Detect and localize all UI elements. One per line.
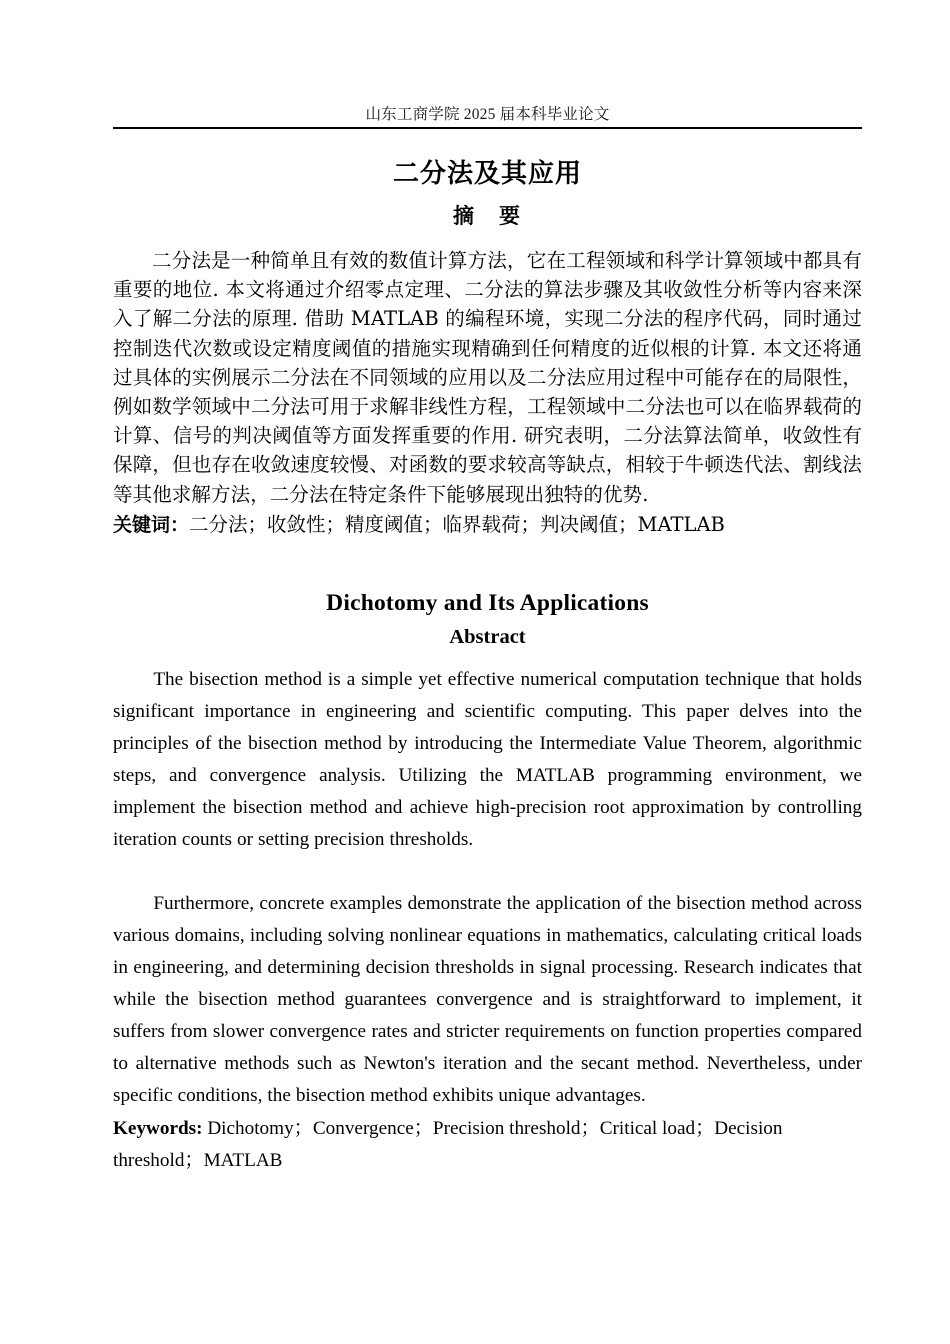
english-paper-title: Dichotomy and Its Applications: [326, 590, 649, 617]
chinese-paper-title: 二分法及其应用: [392, 159, 582, 189]
english-keywords-value: Dichotomy；Convergence；Precision threshold；Critical load；Decision threshold；MATLAB: [113, 1118, 783, 1172]
chinese-keywords-label: 关键词：: [113, 513, 190, 536]
chinese-keywords-value: 二分法；收敛性；精度阈值；临界载荷；判决阈值；MATLAB: [189, 512, 725, 536]
chinese-keywords-line: [113, 510, 862, 540]
english-abstract-heading: Abstract: [449, 626, 526, 649]
english-abstract-paragraph-2: Furthermore, concrete examples demonstrate the application of the bisection method across various domains, including solving nonlinear equations in mathematics, calculating critical loads in engineering, and determining decision thresholds in signal processing. Research indicates that while the bisection method guarantees convergence and is straightforward to implement, it suffers from slower convergence rates and stricter requirements on function properties compared to alternative methods such as Newton's iteration and the secant method. Nevertheless, under specific conditions, the bisection method exhibits unique advantages.: [113, 893, 862, 1107]
chinese-abstract-body: 二分法是一种简单且有效的数值计算方法，它在工程领域和科学计算领域中都具有重要的地位. 本文将通过介绍零点定理、二分法的算法步骤及其收敛性分析等内容来深入了解二分法的原理. 借助 MATLAB 的编程环境，实现二分法的程序代码，同时通过控制迭代次数或设定精度阈值的措施实现精确到任何精度的近似根的计算. 本文还将通过具体的实例展示二分法在不同领域的应用以及二分法应用过程中可能存在的局限性，例如数学领域中二分法可用于求解非线性方程，工程领域中二分法也可以在临界载荷的计算、信号的判决阈值等方面发挥重要的作用. 研究表明，二分法算法简单，收敛性有保障，但也存在收敛速度较慢、对函数的要求较高等缺点，相较于牛顿迭代法、割线法等其他求解方法，二分法在特定条件下能够展现出独特的优势.: [113, 249, 862, 506]
chinese-abstract-heading: 摘 要: [453, 204, 522, 228]
english-keywords-line: [113, 1113, 862, 1177]
header-divider-rule: [113, 127, 862, 129]
page-header: [113, 105, 862, 129]
running-header-title: 山东工商学院 2025 届本科毕业论文: [365, 106, 610, 123]
document-content-column: [113, 140, 862, 1177]
english-abstract-paragraph-1: The bisection method is a simple yet effective numerical computation technique that holds significant importance in engineering and scientific computing. This paper delves into the principles of the bisection method by introducing the Intermediate Value Theorem, algorithmic steps, and convergence analysis. Utilizing the MATLAB programming environment, we implement the bisection method and achieve high-precision root approximation by controlling iteration counts or setting precision thresholds.: [113, 669, 862, 851]
english-keywords-label: Keywords:: [113, 1118, 203, 1140]
